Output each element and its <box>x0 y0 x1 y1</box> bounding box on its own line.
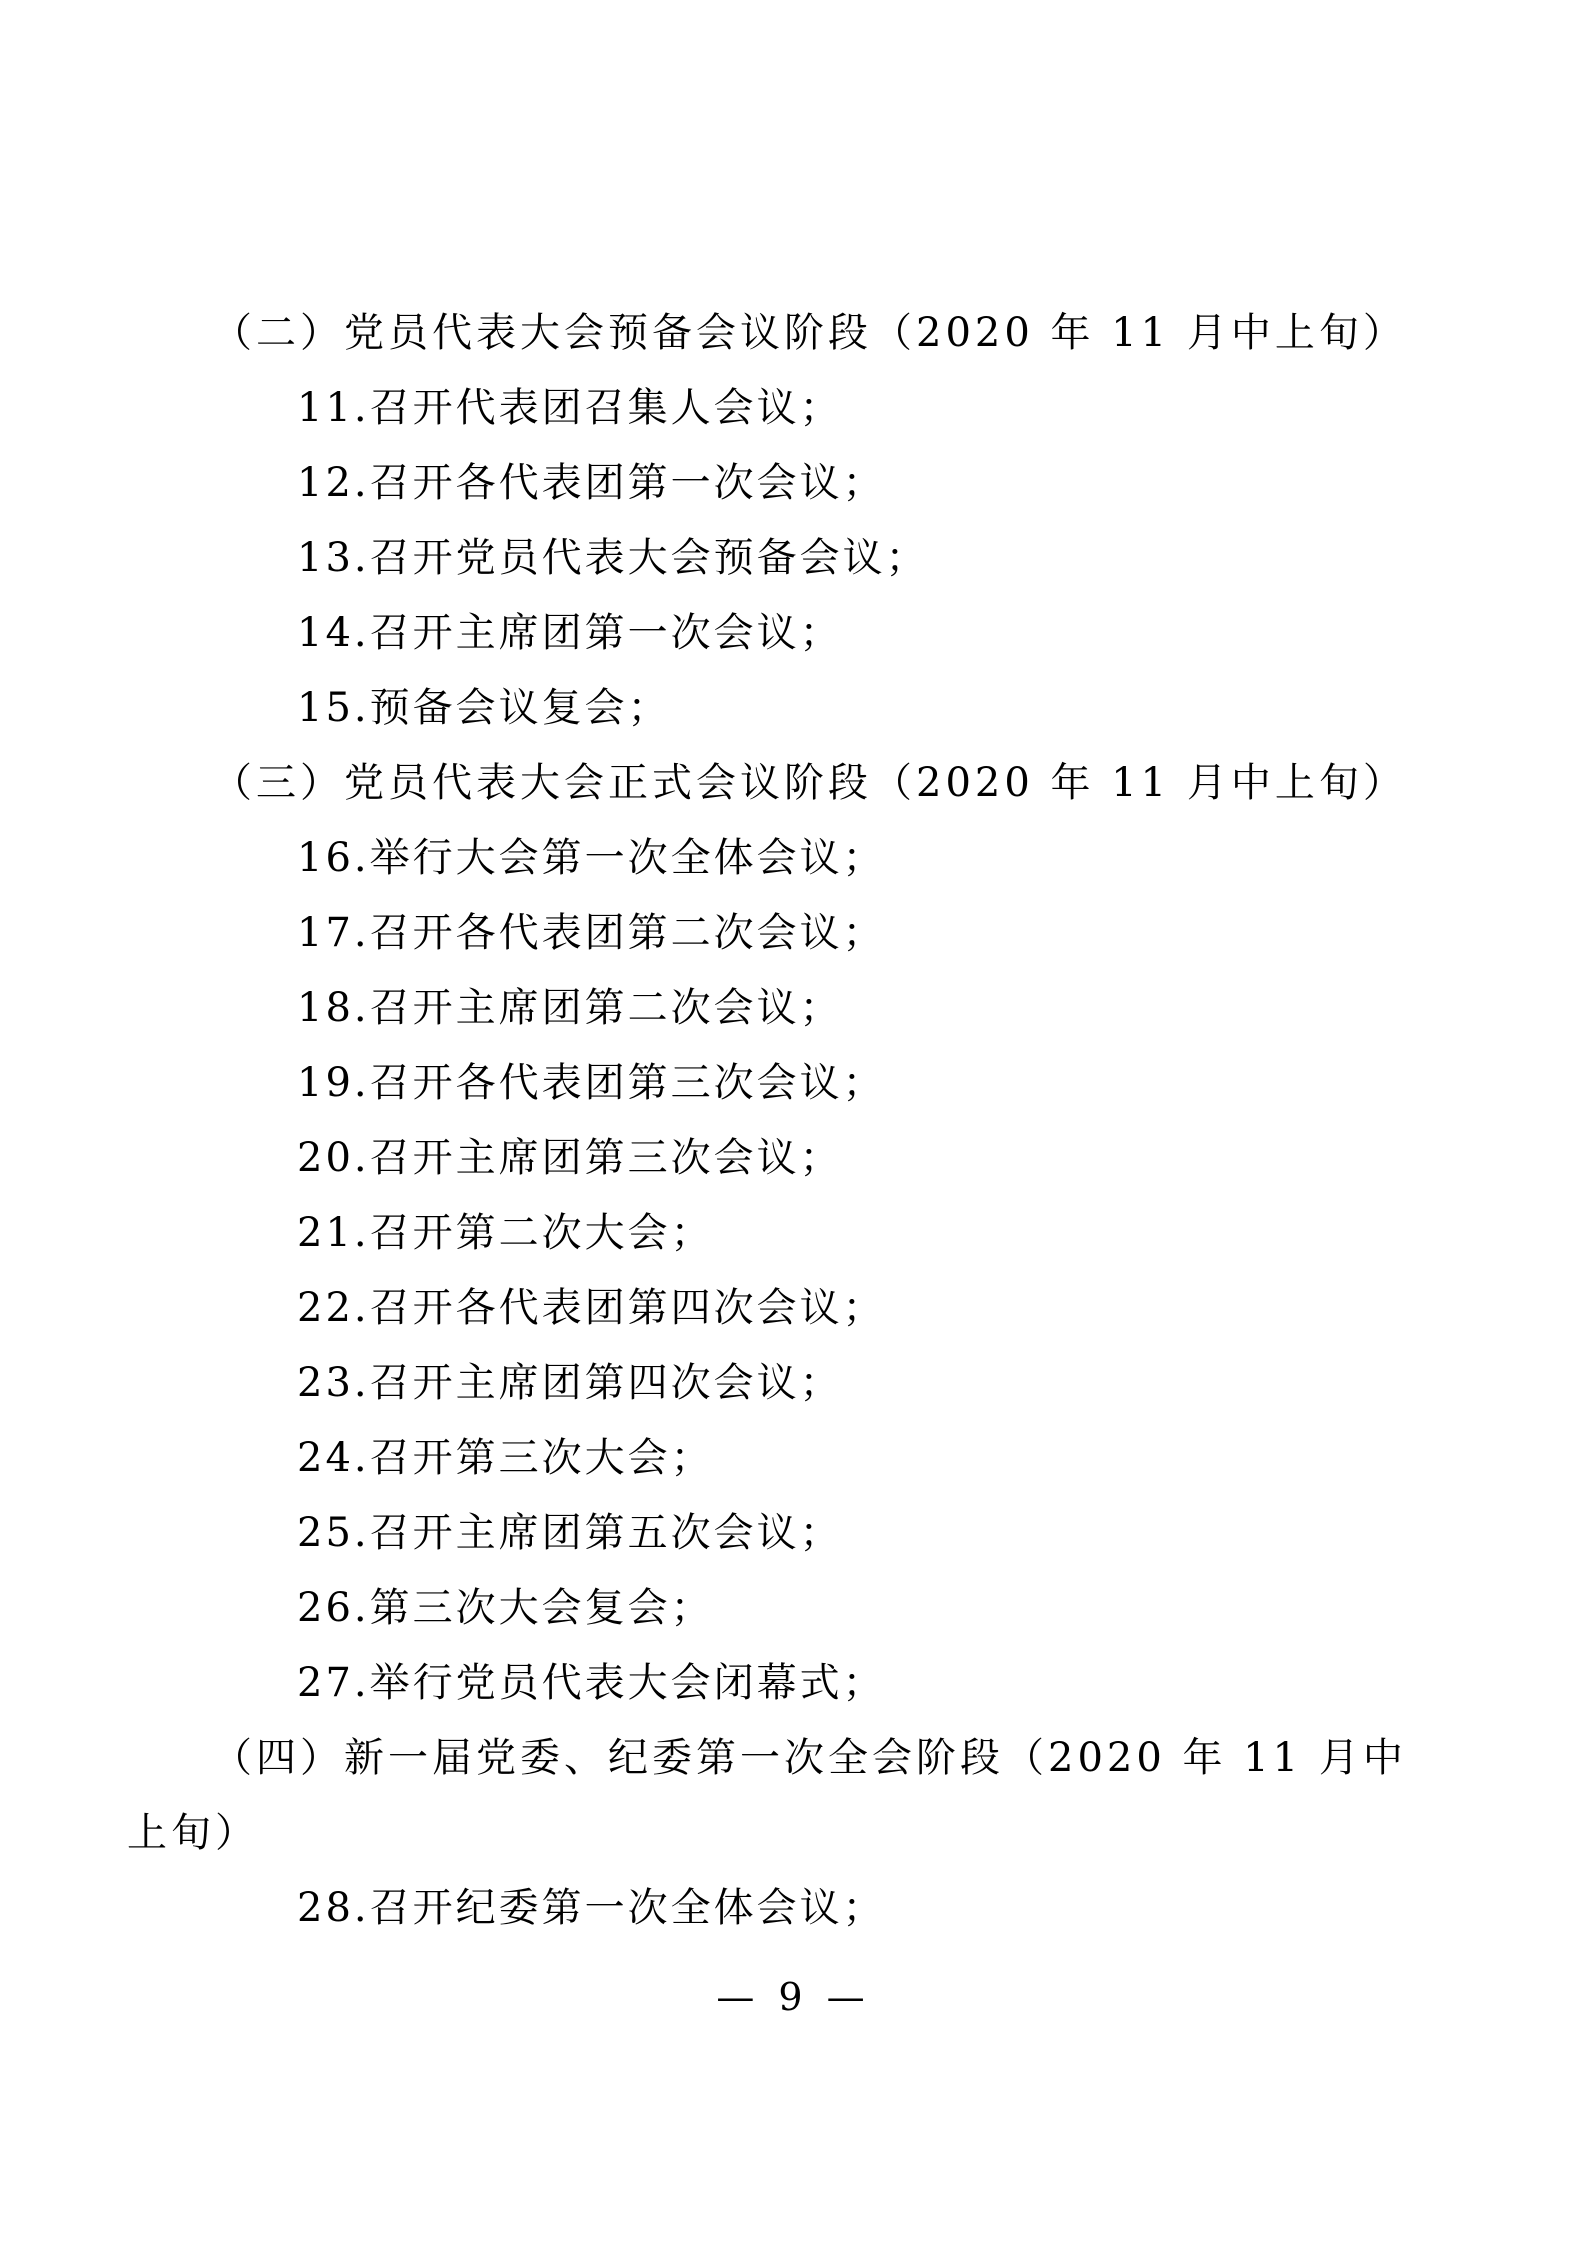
section-heading-2: （二）党员代表大会预备会议阶段（2020 年 11 月中上旬） <box>212 310 1407 356</box>
list-item: 27.举行党员代表大会闭幕式； <box>297 1660 886 1706</box>
page-number: — 9 — <box>716 1975 871 2019</box>
list-item: 11.召开代表团召集人会议； <box>297 385 843 431</box>
list-item: 26.第三次大会复会； <box>297 1585 714 1631</box>
list-item: 15.预备会议复会； <box>297 685 671 731</box>
list-item: 17.召开各代表团第二次会议； <box>297 910 886 956</box>
section-heading-4-line1: （四）新一届党委、纪委第一次全会阶段（2020 年 11 月中 <box>212 1735 1407 1781</box>
list-item: 16.举行大会第一次全体会议； <box>297 835 886 881</box>
list-item: 13.召开党员代表大会预备会议； <box>297 535 929 581</box>
section-heading-4-line2: 上旬） <box>127 1810 259 1856</box>
list-item: 22.召开各代表团第四次会议； <box>297 1285 886 1331</box>
list-item: 21.召开第二次大会； <box>297 1210 714 1256</box>
list-item: 28.召开纪委第一次全体会议； <box>297 1885 886 1931</box>
list-item: 19.召开各代表团第三次会议； <box>297 1060 886 1106</box>
list-item: 20.召开主席团第三次会议； <box>297 1135 843 1181</box>
list-item: 14.召开主席团第一次会议； <box>297 610 843 656</box>
section-heading-3: （三）党员代表大会正式会议阶段（2020 年 11 月中上旬） <box>212 760 1407 806</box>
list-item: 12.召开各代表团第一次会议； <box>297 460 886 506</box>
document-body <box>127 296 1407 1946</box>
list-item: 18.召开主席团第二次会议； <box>297 985 843 1031</box>
list-item: 25.召开主席团第五次会议； <box>297 1510 843 1556</box>
list-item: 23.召开主席团第四次会议； <box>297 1360 843 1406</box>
list-item: 24.召开第三次大会； <box>297 1435 714 1481</box>
